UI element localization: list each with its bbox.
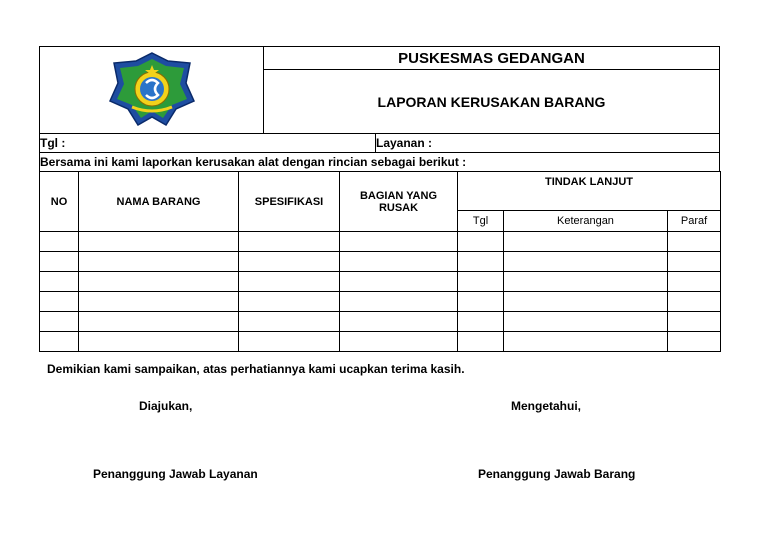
closing-statement: Demikian kami sampaikan, atas perhatiannya kami ucapkan terima kasih. xyxy=(47,362,465,376)
service-field-label: Layanan : xyxy=(376,134,720,153)
table-row xyxy=(40,272,721,292)
organization-name: PUSKESMAS GEDANGAN xyxy=(264,47,720,70)
report-form xyxy=(39,46,720,352)
header-table xyxy=(39,46,720,134)
intro-text: Bersama ini kami laporkan kerusakan alat dengan rincian sebagai berikut : xyxy=(40,153,720,172)
subcol-header-keterangan: Keterangan xyxy=(504,211,668,232)
table-row xyxy=(40,312,721,332)
col-header-nama-barang: NAMA BARANG xyxy=(79,172,239,232)
subcol-header-tgl: Tgl xyxy=(458,211,504,232)
signature-pj-layanan: Penanggung Jawab Layanan xyxy=(93,467,258,481)
table-row xyxy=(40,232,721,252)
info-table xyxy=(39,133,720,172)
acknowledged-by-label: Mengetahui, xyxy=(511,399,582,413)
subcol-header-paraf: Paraf xyxy=(668,211,721,232)
submitted-by-label: Diajukan, xyxy=(139,399,193,413)
table-row xyxy=(40,332,721,352)
col-header-tindak-lanjut: TINDAK LANJUT xyxy=(458,172,721,211)
logo-cell xyxy=(40,47,264,134)
report-title: LAPORAN KERUSAKAN BARANG xyxy=(264,70,720,134)
table-row xyxy=(40,252,721,272)
col-header-spesifikasi: SPESIFIKASI xyxy=(239,172,340,232)
items-table xyxy=(39,171,721,352)
regency-emblem-icon xyxy=(106,49,198,127)
date-field-label: Tgl : xyxy=(40,134,376,153)
col-header-no: NO xyxy=(40,172,79,232)
signature-pj-barang: Penanggung Jawab Barang xyxy=(478,467,636,481)
col-header-bagian-rusak: BAGIAN YANG RUSAK xyxy=(340,172,458,232)
table-row xyxy=(40,292,721,312)
